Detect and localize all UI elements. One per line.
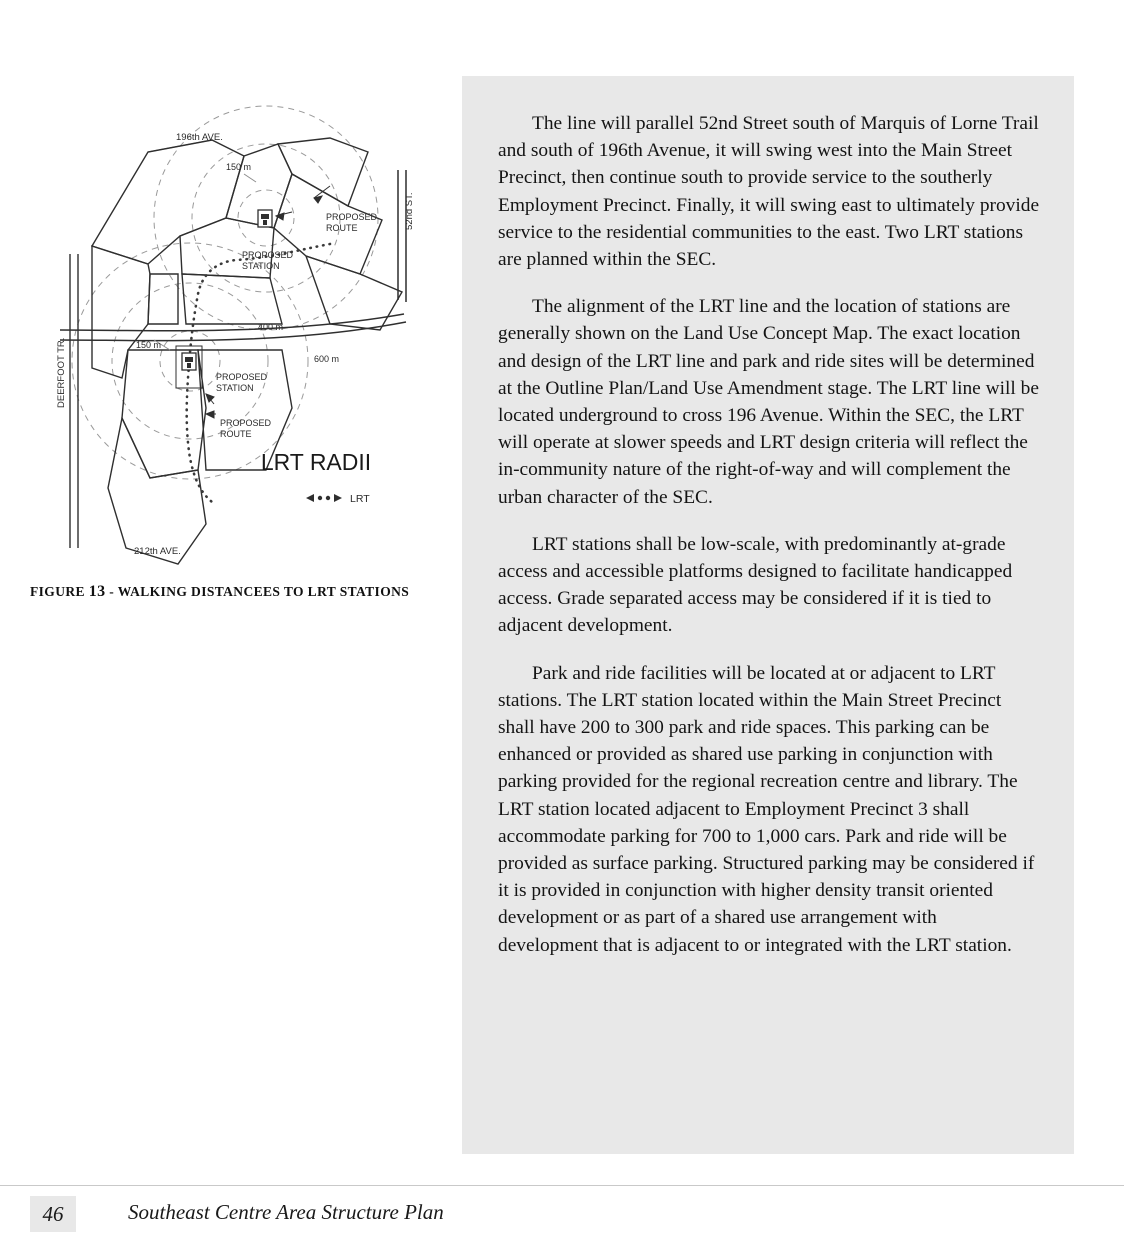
map-title: LRT RADII	[260, 449, 372, 475]
station-marker-south	[182, 353, 196, 370]
footer-document-title: Southeast Centre Area Structure Plan	[128, 1200, 444, 1224]
figure-caption-number: 13	[88, 583, 106, 600]
map-label-proposed-station-north-line2: STATION	[242, 261, 280, 271]
figure-block	[30, 78, 430, 601]
lrt-radii-map	[30, 78, 430, 565]
page-number: 46	[42, 1201, 64, 1226]
map-label-proposed-route-north-line1: PROPOSED	[326, 212, 378, 222]
map-label-radius-400: 400 m	[258, 322, 284, 332]
map-label-proposed-station-south-line1: PROPOSED	[216, 372, 268, 382]
map-label-radius-150-top: 150 m	[226, 162, 252, 172]
map-label-proposed-route-south-line2: ROUTE	[220, 429, 252, 439]
map-label-proposed-station-south-line2: STATION	[216, 383, 254, 393]
page-number-box	[30, 1196, 76, 1232]
legend-lrt-label: LRT	[350, 493, 370, 505]
map-label-196th-ave: 196th AVE.	[176, 132, 223, 143]
map-label-proposed-route-south-line1: PROPOSED	[220, 418, 272, 428]
map-graphic	[30, 78, 430, 565]
deerfoot-trail	[70, 254, 78, 548]
map-label-proposed-station-north-line1: PROPOSED	[242, 250, 294, 260]
body-paragraph-3: LRT stations shall be low-scale, with predominantly at-grade access and accessible platforms designed to facilitate handicapped access. Grade separated access may be considered if it is tied to adjacent development.	[498, 533, 1013, 637]
map-label-212th-ave: 212th AVE.	[134, 546, 181, 557]
street-52	[398, 170, 406, 302]
footer-divider	[0, 1185, 1124, 1186]
map-label-radius-600: 600 m	[314, 354, 340, 364]
map-label-52nd-st: 52nd ST.	[404, 192, 415, 230]
map-legend	[306, 493, 370, 505]
body-paragraph-2: The alignment of the LRT line and the location of stations are generally shown on the Land Use Concept Map. The exact location and design of the LRT line and park and ride sites will be determined at the Outline Plan/Land Use Amendment stage. The LRT line will be located underground to cross 196 Avenue. Within the SEC, the LRT will operate at slower speeds and LRT design criteria will reflect the in-community nature of the right-of-way and will complement the urban character of the SEC.	[498, 296, 1039, 508]
body-paragraph-1: The line will parallel 52nd Street south of Marquis of Lorne Trail and south of 196th Avenue, it will swing west into the Main Street Precinct, then continue south to provide service to the southerly Employment Precinct. Finally, it will swing east to ultimately provide service to the residential communities to the east. Two LRT stations are planned within the SEC.	[498, 113, 1040, 271]
station-marker-north	[258, 210, 272, 227]
figure-caption	[30, 583, 430, 601]
map-label-proposed-route-north-line2: ROUTE	[326, 223, 358, 233]
legend-lrt-symbol-icon	[306, 494, 342, 502]
figure-caption-text: - WALKING DISTANCEES TO LRT STATIONS	[105, 584, 410, 599]
map-label-deerfoot-tr: DEERFOOT TR.	[56, 337, 67, 408]
map-label-radius-150-bottom: 150 m	[136, 340, 162, 350]
body-text-panel	[462, 76, 1074, 1154]
figure-caption-prefix: FIGURE	[30, 584, 89, 599]
body-paragraph-4: Park and ride facilities will be located at or adjacent to LRT stations. The LRT station located within the Main Street Precinct shall have 200 to 300 park and ride spaces. This parking can be enhanced or provided as shared use parking in conjunction with parking provided for the regional recreation centre and library. The LRT station located adjacent to Employment Precinct 3 shall accommodate parking for 700 to 1,000 cars. Park and ride will be provided as surface parking. Structured parking may be considered if it is provided in conjunction with higher density transit oriented development or as part of a shared use arrangement with development that is adjacent to or integrated with the LRT station.	[498, 662, 1035, 956]
